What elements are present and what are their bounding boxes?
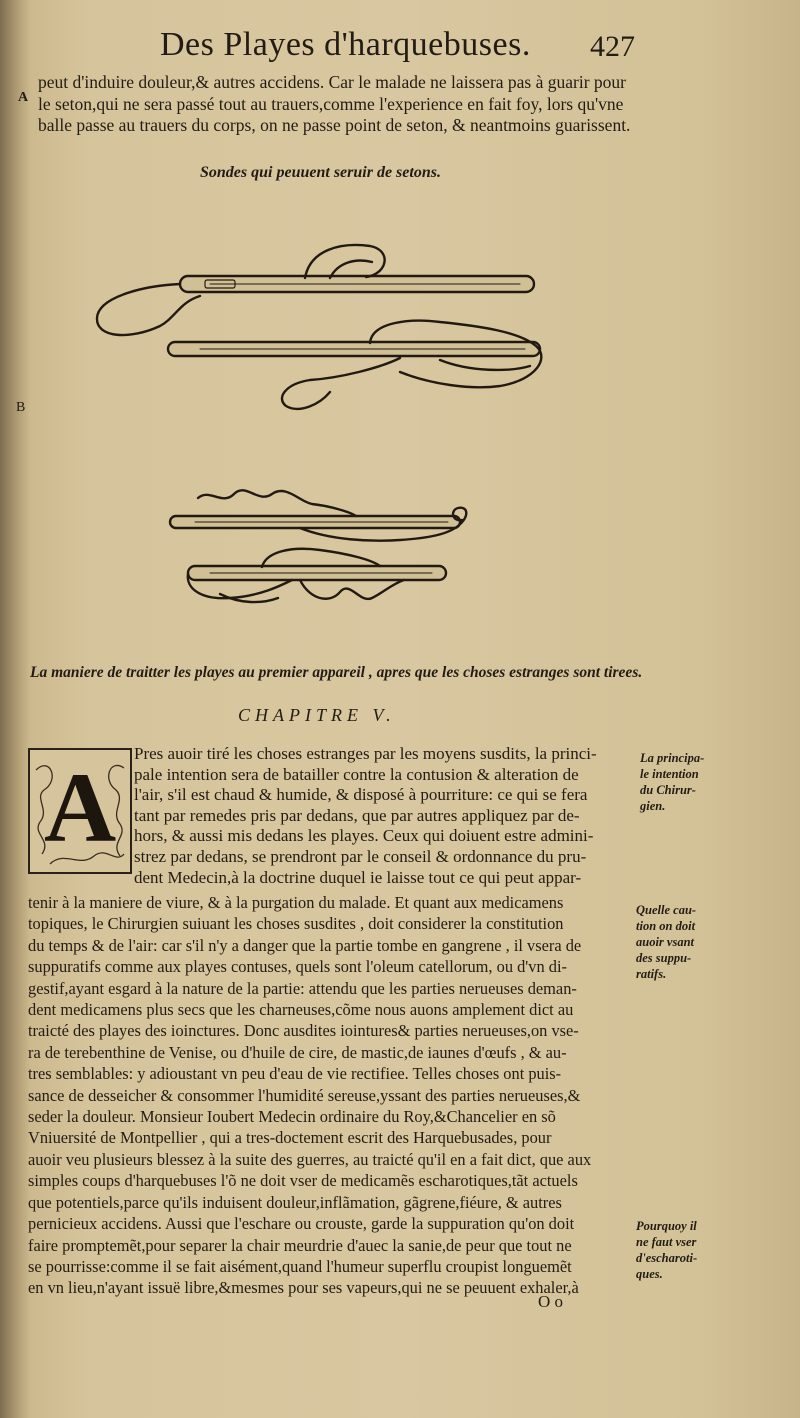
- text-line: dent Medecin,à la doctrine duquel ie laisse tout ce qui peut appar-: [134, 867, 582, 887]
- text-line: que potentiels,parce qu'ils induisent douleur,inflãmation, gãgrene,fiéure, & autres: [28, 1192, 562, 1212]
- dropcap-letter: A: [44, 752, 117, 863]
- section-heading: La maniere de traitter les playes au premier appareil , apres que les choses estranges sont tirees.: [30, 664, 643, 681]
- text-line: faire promptemẽt,pour separer la chair meurdrie d'auec la sanie,de peur que tout ne: [28, 1235, 572, 1255]
- text-line: simples coups d'harquebuses l'õ ne doit vser de medicamẽs escharotiques,tãt actuels: [28, 1171, 578, 1191]
- margin-note-suppuratifs: Quelle cau- tion on doit auoir vsant des suppu- ratifs.: [636, 903, 697, 981]
- figure-caption: Sondes qui peuuent seruir de setons.: [200, 164, 441, 181]
- text-line: peut d'induire douleur,& autres accidens. Car le malade ne laissera pas à guarir pour: [38, 72, 626, 92]
- text-line: du temps & de l'air: car s'il n'y a danger que la partie tombe en gangrene , il vsera de: [28, 935, 582, 955]
- text-line: tant par remedes pris par dedans, que par autres appliquez par de-: [134, 805, 580, 825]
- text-line: seder la douleur. Monsieur Ioubert Medecin ordinaire du Roy,&Chancelier en sõ: [28, 1107, 556, 1127]
- margin-marker-a: A: [18, 90, 29, 105]
- text-line: Vniuersité de Montpellier , qui a tres-doctement escrit des Harquebusades, pour: [28, 1128, 552, 1148]
- text-line: tres semblables: y adioustant vn peu d'eau de vie rectifiee. Telles choses ont puis-: [28, 1064, 562, 1084]
- probe-3: [170, 490, 466, 540]
- dropcap-paragraph: [134, 744, 597, 888]
- text-line: pale intention sera de batailler contre la contusion & alteration de: [134, 764, 579, 784]
- margin-marker-b: B: [16, 400, 26, 415]
- text-line: sance de desseicher & consommer l'humidité sereuse,yssant des parties nerueuses,&: [28, 1085, 581, 1105]
- signature-mark: O o: [538, 1292, 564, 1311]
- chapter-title: CHAPITRE V.: [238, 705, 396, 725]
- text-line: strez par dedans, se prendront par le conseil & ordonnance du pru-: [134, 846, 587, 866]
- text-line: traicté des playes des ioinctures. Donc ausdites iointures& parties nerueuses,on vse-: [28, 1021, 579, 1041]
- text-line: Pres auoir tiré les choses estranges par les moyens susdits, la princi-: [134, 744, 597, 763]
- text-line: tenir à la maniere de viure, & à la purgation du malade. Et quant aux medicamens: [28, 893, 564, 912]
- text-line: le seton,qui ne sera passé tout au trauers,comme l'experience en fait foy, lors qu'vne: [38, 93, 624, 114]
- text-line: pernicieux accidens. Aussi que l'eschare ou crouste, garde la suppuration qu'on doit: [28, 1214, 575, 1234]
- text-line: topiques, le Chirurgien suiuant les choses susdites , doit considerer la constitution: [28, 914, 564, 934]
- probe-4: [188, 549, 446, 602]
- text-line: gestif,ayant esgard à la nature de la partie: attendu que les parties nerueuses deman-: [28, 978, 577, 998]
- text-line: se pourrisse:comme il se fait aisément,quand l'humeur superflu croupist longuemẽt: [28, 1256, 572, 1276]
- ornamental-initial: [28, 748, 132, 874]
- probe-2: [168, 321, 541, 409]
- text-line: dent medicamens plus secs que les charneuses,cõme nous auons amplement dict au: [28, 1000, 574, 1020]
- running-head: Des Playes d'harquebuses.: [160, 26, 531, 63]
- text-line: ra de terebenthine de Venise, ou d'huile de cire, de mastic,de iaunes d'œufs , & au-: [28, 1042, 567, 1062]
- text-line: hors, & aussi mis dedans les playes. Ceux qui doiuent estre admini-: [134, 826, 594, 846]
- text-line: l'air, s'il est chaud & humide, & disposé à pourriture: ce qui se fera: [134, 785, 588, 805]
- margin-note-intention: La principa- le intention du Chirur- gien.: [640, 751, 705, 813]
- page-number: 427: [590, 30, 635, 63]
- main-paragraph: [28, 892, 591, 1299]
- text-line: balle passe au trauers du corps, on ne passe point de seton, & neantmoins guarissent.: [38, 115, 631, 135]
- text-line: en vn lieu,n'ayant issuë libre,&mesmes pour ses vapeurs,qui ne se peuuent exhaler,à: [28, 1278, 579, 1298]
- text-line: suppuratifs comme aux playes contuses, quels sont l'oleum catellorum, ou d'vn di-: [28, 957, 567, 977]
- margin-note-escharotiques: Pourquoy il ne faut vser d'escharoti- ques.: [636, 1219, 698, 1281]
- probe-1: [97, 245, 534, 335]
- text-line: auoir veu plusieurs blessez à la suite des guerres, au traicté qu'il en a fait dict, que aux: [28, 1149, 592, 1169]
